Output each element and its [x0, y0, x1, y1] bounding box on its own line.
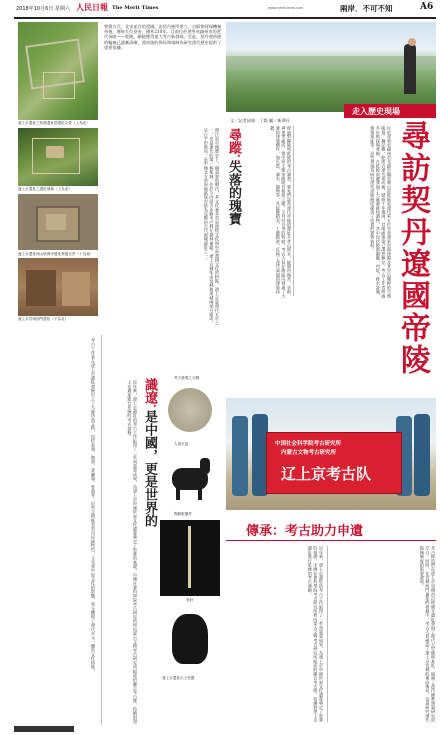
banner-line-2: 内蒙古文物考古研究所 — [281, 450, 337, 456]
subhead-seek-black: 失落的瑰寶 — [226, 160, 241, 225]
photo-camel-figure — [160, 450, 220, 510]
issue-date: 2018年10月6日 星期六 — [16, 6, 70, 12]
photo-excavation-team — [226, 398, 436, 510]
masthead-logo: 人民日報 — [76, 2, 108, 12]
header-rule — [14, 17, 436, 19]
main-title: 尋訪契丹遼國帝陵 — [395, 120, 430, 376]
caption-face-tile: 人面瓦當 — [174, 442, 189, 446]
subhead-rule — [226, 540, 436, 541]
photo-temple-excavation — [18, 194, 98, 250]
byline: 文／記者邱林．丁銘 圖／新華社 — [230, 118, 290, 123]
caption-gate: 遼上京宮城西門遺址（下為北） — [18, 317, 69, 321]
article-column-2: 經過對顯陵和乾陵的考古調查，專家們認為遼代帝陵的選址多背山面水，陵園由地宮、享殿、神道等組成，與中原王朝帝陵既有相似之處，又有其自身的特點。考古人員在陵區內發現了大量的建築構件，如瓦當、滴水、鴟吻等，其紋飾精美，工藝精湛，反映了遼代高超的建築技藝。 — [270, 126, 292, 298]
subhead-know-red: 識遼： — [142, 378, 157, 417]
photo-west-gate — [18, 258, 98, 316]
tag-banner — [344, 104, 436, 118]
site-url[interactable]: www.merit-times.com — [268, 6, 303, 10]
team-banner — [266, 432, 402, 494]
footer-bar — [14, 726, 74, 732]
photo-black-jar — [160, 606, 220, 674]
photo-site-landscape — [226, 22, 436, 112]
caption-wall: 遼上京遺址之遺址城墙（上為北） — [18, 187, 72, 191]
subhead-heritage — [226, 520, 436, 538]
column-rule — [293, 126, 294, 296]
section-name: 兩岸．不可不知 — [340, 4, 393, 13]
subhead-know-black: 是中國，更是世界的 — [142, 410, 157, 527]
caption-jar: 遼上京遺址出土瓷器 — [162, 676, 195, 680]
caption-needle: 骨針 — [186, 598, 194, 602]
article-column-1: 位於遼寧省錦州市北鎮市醫巫閭山的乾陵是遼代第五位皇帝遼景宗耶律賢及其皇后蕭綽的合葬陵墓。據記載，乾陵自遼代建成後，歷經千年風雨，其地面建築已蕩然無存。考古工作者經過多年勘探與發掘，在乾陵周邊發現了大量遺跡和遺物，其中包括陵園圍牆、門址、排水設施、建築基址等。這些發現為研究遼代帝陵制度提供了珍貴的實物資料。 — [370, 126, 392, 298]
article-column-5: 近年來，遼上京遺址的考古工作取得了一系列重要成果，為遼上京申報世界文化遺產奠定了堅實的基礎。中國社會科學院考古研究所和內蒙古文物考古研究所組成的聯合考古隊，持續對遼上京遺址進行系統的考古發掘。 — [127, 380, 138, 724]
photo-aerial-site — [18, 22, 98, 120]
subhead-seek-red: 尋蹤： — [226, 128, 241, 167]
banner-line-1: 中国社会科学院考古研究所 — [275, 441, 342, 447]
caption-aerial: 遼上京遺址之西漢遺址群遺址全景（上為北） — [18, 121, 90, 125]
header-bar — [14, 2, 436, 18]
photo-wall-aerial — [18, 128, 98, 186]
subhead-heritage-label: 傳承：考古助力申遺 — [246, 524, 364, 539]
photo-bone-needle — [160, 520, 220, 596]
column-rule-2 — [327, 546, 328, 722]
caption-camel: 陶駱駝擺件 — [174, 512, 192, 516]
article-column-7: 近年來，遼上京遺址的考古工作取得了一系列重要成果，為遼上京申報世界文化遺產奠定了堅實的基礎。中國社會科學院考古研究所和內蒙古文物考古研究所組成的聯合考古隊，持續對遼上京遺址進行系統的考古發掘。 — [307, 546, 324, 722]
caption-stone: 考古發現之石槨 — [174, 376, 200, 380]
masthead-english: The Merit Times — [112, 5, 159, 11]
caption-temple: 遼上京遺址西山坡佛寺遺址發掘全景（下為東） — [18, 252, 94, 256]
banner-line-3: 辽上京考古队 — [281, 465, 372, 483]
article-column-6: 考古隊員們在遼上京皇城西山坡佛寺遺址發現了遼代大型佛塔基址，填補了遼代佛教建築研究的空白。同時，在宮城西門遺址的發掘中，考古人員確認了遼上京宮城的東向佈局，這是研究遼代都城制度的重要發現。 — [419, 546, 436, 722]
page-number: A6 — [420, 2, 434, 12]
photo-stone-disc — [160, 382, 220, 440]
section-rule — [101, 335, 102, 725]
article-column-3: 遼代是中國歷史上一個重要的朝代，其文化兼具草原遊牧文化和中原農耕文化的特點。遼上京是遼代五京之一，也是遼代的第一個都城，位於今內蒙古赤峰市巴林左旗林東鎮。遼上京城址由皇城和漢城兩部分組成，呈日字形佈局，是中國北方草原地區保存最為完整的古代都城遺址之一。 — [203, 128, 220, 325]
article-column-4: 考古工作者在遼上京遺址發掘出土了大量珍貴文物，包括瓷器、陶器、金屬器、骨器等。這些文物既有契丹民族特色，又受到中原文化的影響，充分體現了遼代多元一體的文化特徵。 — [91, 338, 96, 674]
intro-paragraph: 曾與五代、北宋並存的遼國，由契丹族所建立，自耶律阿保機稱帝後，歷經九位皇帝，國祚210年。目前位於遼寧省錦州市的遼代帝陵——乾陵，顯陵獲得重大考古新發現。至此，契丹遼帝陵的輪廓已逐漸清晰，遼帝陵的佈局和規制為研究遼代歷史提供了重要依據。 — [104, 24, 222, 50]
tag-label: 走入歷史現場 — [352, 106, 400, 116]
